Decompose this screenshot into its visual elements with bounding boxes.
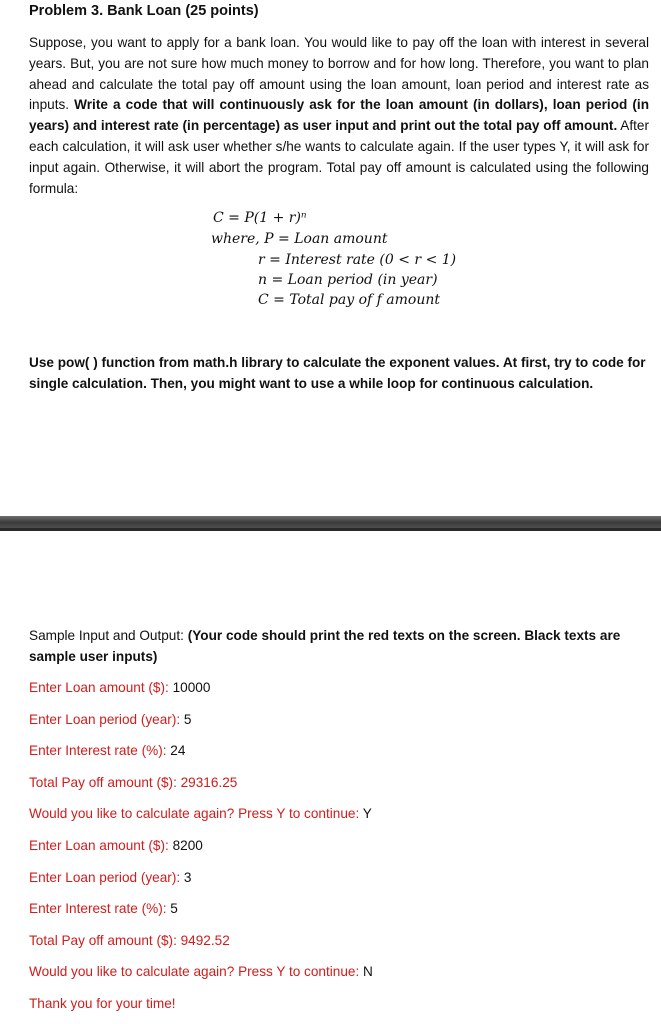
- sample-line: [29, 838, 203, 853]
- sample-user-input: Y: [362, 806, 372, 822]
- sample-line: [29, 996, 176, 1011]
- formula-c-definition: C = Total pay of f amount: [258, 292, 440, 308]
- sample-output-text: Enter Loan amount ($):: [29, 838, 173, 853]
- sample-line: [29, 743, 185, 758]
- sample-user-input: 3: [183, 869, 192, 885]
- sample-user-input: 5: [170, 901, 178, 917]
- sample-user-input: 8200: [172, 838, 203, 853]
- pow-instruction: Use pow( ) function from math.h library to calculate the exponent values. At first, try to code for single calculation. Then, you might want to use a while loop for continuous calculation.: [29, 355, 646, 391]
- sample-line: [29, 870, 191, 885]
- sample-line: [29, 933, 230, 948]
- sample-heading: [29, 626, 649, 668]
- sample-line: [29, 775, 237, 790]
- sample-output-text: Would you like to calculate again? Press Y to continue:: [29, 964, 364, 980]
- sample-output-text: Would you like to calculate again? Press Y to continue:: [29, 806, 363, 822]
- sample-output-text: Enter Interest rate (%):: [29, 743, 171, 759]
- formula-equation: C = P(1 + r)ⁿ: [213, 210, 307, 226]
- formula-where-p: where, P = Loan amount: [211, 231, 388, 247]
- sample-output-text: Enter Interest rate (%):: [29, 901, 171, 917]
- description-text-1: Suppose, you want to apply for a bank loan. You would like to pay off the loan with interest in several years. But, you are not sure how much money to borrow and for how long. Therefore, you want to plan ahead and calculate the total pay off amount using the loan amount, loan period and interest rate as inputs.: [29, 35, 649, 113]
- sample-line: [29, 680, 210, 695]
- description-bold-requirement: Write a code that will continuously ask for the loan amount (in dollars), loan period (in years) and interest rate (in percentage) as user input and print out the total pay off amount.: [29, 97, 650, 134]
- problem-title: Problem 3. Bank Loan (25 points): [29, 3, 259, 19]
- sample-output-text: Enter Loan period (year):: [29, 869, 184, 885]
- sample-line: [29, 806, 372, 821]
- formula-n-definition: n = Loan period (in year): [258, 272, 438, 288]
- sample-line: [29, 901, 178, 916]
- problem-description: [29, 33, 649, 199]
- sample-user-input: 24: [170, 743, 186, 759]
- sample-output-text: Total Pay off amount ($): 9492.52: [29, 932, 230, 948]
- sample-output-text: Enter Loan amount ($):: [29, 680, 173, 695]
- sample-output-text: Enter Loan period (year):: [29, 711, 184, 727]
- sample-output-text: Thank you for your time!: [29, 996, 176, 1011]
- sample-line: [29, 712, 191, 727]
- sample-heading-label: Sample Input and Output:: [29, 628, 188, 643]
- sample-heading-note: (Your code should print the red texts on the screen. Black texts are sample user inputs): [29, 628, 621, 664]
- sample-user-input: 10000: [172, 680, 211, 695]
- sample-line: [29, 964, 373, 979]
- page-separator-edge: [0, 528, 661, 531]
- sample-output-text: Total Pay off amount ($): 29316.25: [29, 774, 238, 790]
- sample-user-input: 5: [183, 711, 192, 727]
- formula-r-definition: r = Interest rate (0 < r < 1): [258, 252, 457, 268]
- sample-user-input: N: [363, 964, 373, 980]
- description-text-2: After each calculation, it will ask user whether s/he wants to calculate again. If the user types Y, it will ask for input again. Otherwise, it will abort the program. Total pay off amount is calculated using the following formula:: [29, 118, 650, 196]
